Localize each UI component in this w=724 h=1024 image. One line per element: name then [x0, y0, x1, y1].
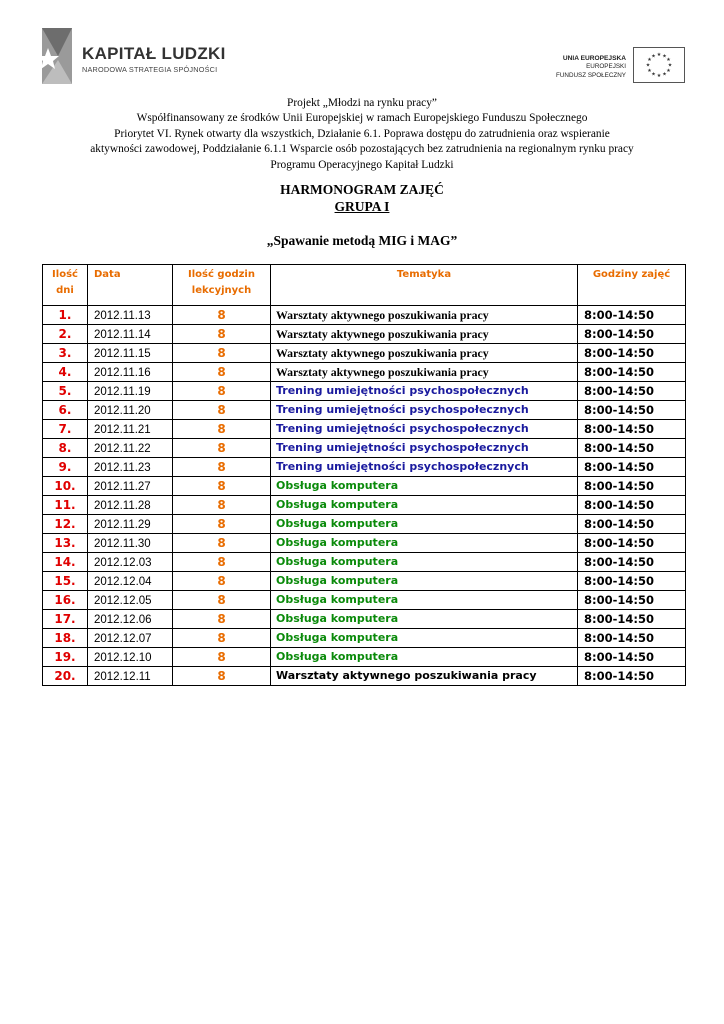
header-date: Data	[88, 265, 173, 306]
row-number: 15.	[43, 572, 88, 591]
row-date: 2012.12.06	[88, 610, 173, 629]
row-number: 20.	[43, 667, 88, 686]
eu-logo-text	[556, 55, 626, 80]
table-row	[43, 420, 686, 439]
header-line: Projekt „Młodzi na rynku pracy”	[287, 97, 437, 109]
schedule-rows	[43, 306, 686, 686]
row-number: 4.	[43, 363, 88, 382]
row-topic: Warsztaty aktywnego poszukiwania pracy	[271, 344, 578, 363]
row-hours: 8	[173, 572, 271, 591]
table-header-row	[43, 265, 686, 306]
row-number: 1.	[43, 306, 88, 325]
row-hours: 8	[173, 667, 271, 686]
header-topic: Tematyka	[271, 265, 578, 306]
table-row	[43, 306, 686, 325]
row-topic: Obsługa komputera	[271, 610, 578, 629]
header-days: Ilość dni	[43, 265, 88, 306]
row-date: 2012.11.19	[88, 382, 173, 401]
row-time: 8:00-14:50	[578, 572, 686, 591]
header-line: Współfinansowany ze środków Unii Europejskiej w ramach Europejskiego Funduszu Społecznego	[136, 112, 588, 125]
schedule-title	[0, 182, 724, 215]
row-number: 5.	[43, 382, 88, 401]
svg-text:★: ★	[645, 62, 651, 69]
row-date: 2012.12.07	[88, 629, 173, 648]
kapital-ludzki-logo	[32, 26, 232, 92]
row-time: 8:00-14:50	[578, 306, 686, 325]
row-topic: Obsługa komputera	[271, 534, 578, 553]
row-time: 8:00-14:50	[578, 439, 686, 458]
row-time: 8:00-14:50	[578, 629, 686, 648]
row-topic: Obsługa komputera	[271, 477, 578, 496]
svg-text:★: ★	[666, 68, 671, 74]
row-date: 2012.11.13	[88, 306, 173, 325]
row-hours: 8	[173, 382, 271, 401]
kapital-ludzki-subtitle: NARODOWA STRATEGIA SPÓJNOŚCI	[82, 65, 218, 74]
row-number: 9.	[43, 458, 88, 477]
schedule-table	[42, 264, 686, 686]
row-topic: Trening umiejętności psychospołecznych	[271, 401, 578, 420]
row-date: 2012.11.20	[88, 401, 173, 420]
table-row	[43, 610, 686, 629]
row-time: 8:00-14:50	[578, 458, 686, 477]
eu-stars-icon	[634, 48, 684, 82]
svg-text:★: ★	[662, 71, 667, 78]
header-line: Priorytet VI. Rynek otwarty dla wszystkich, Działanie 6.1. Poprawa dostępu do zatrudnienia oraz wspieranie	[114, 127, 610, 140]
kapital-ludzki-name: KAPITAŁ LUDZKI	[82, 44, 226, 63]
row-number: 18.	[43, 629, 88, 648]
row-date: 2012.11.16	[88, 363, 173, 382]
row-hours: 8	[173, 439, 271, 458]
row-topic: Obsługa komputera	[271, 648, 578, 667]
table-row	[43, 667, 686, 686]
row-hours: 8	[173, 420, 271, 439]
row-number: 3.	[43, 344, 88, 363]
table-row	[43, 401, 686, 420]
row-topic: Warsztaty aktywnego poszukiwania pracy	[271, 325, 578, 344]
row-date: 2012.11.27	[88, 477, 173, 496]
table-row	[43, 496, 686, 515]
table-row	[43, 363, 686, 382]
row-topic: Trening umiejętności psychospołecznych	[271, 382, 578, 401]
svg-text:★: ★	[656, 52, 662, 58]
row-time: 8:00-14:50	[578, 325, 686, 344]
group-title: GRUPA I	[334, 198, 390, 214]
row-date: 2012.12.11	[88, 667, 173, 686]
row-number: 16.	[43, 591, 88, 610]
row-time: 8:00-14:50	[578, 363, 686, 382]
row-hours: 8	[173, 553, 271, 572]
table-row	[43, 534, 686, 553]
row-date: 2012.11.15	[88, 344, 173, 363]
row-number: 17.	[43, 610, 88, 629]
schedule-title-main: HARMONOGRAM ZAJĘĆ	[280, 182, 444, 197]
row-time: 8:00-14:50	[578, 534, 686, 553]
row-date: 2012.11.14	[88, 325, 173, 344]
header-line: aktywności zawodowej, Poddziałanie 6.1.1 Wsparcie osób pozostających bez zatrudnienia na regionalnym rynku pracy	[90, 143, 634, 156]
row-topic: Warsztaty aktywnego poszukiwania pracy	[271, 306, 578, 325]
eu-line-3: FUNDUSZ SPOŁECZNY	[556, 71, 626, 79]
row-date: 2012.11.23	[88, 458, 173, 477]
row-topic: Obsługa komputera	[271, 629, 578, 648]
row-date: 2012.12.10	[88, 648, 173, 667]
svg-text:★: ★	[651, 53, 656, 60]
row-time: 8:00-14:50	[578, 401, 686, 420]
row-topic: Trening umiejętności psychospołecznych	[271, 458, 578, 477]
row-number: 2.	[43, 325, 88, 344]
table-row	[43, 344, 686, 363]
row-time: 8:00-14:50	[578, 648, 686, 667]
svg-text:★: ★	[647, 57, 652, 63]
row-date: 2012.11.22	[88, 439, 173, 458]
row-date: 2012.11.28	[88, 496, 173, 515]
row-hours: 8	[173, 344, 271, 363]
row-time: 8:00-14:50	[578, 591, 686, 610]
row-hours: 8	[173, 325, 271, 344]
row-number: 6.	[43, 401, 88, 420]
row-topic: Obsługa komputera	[271, 591, 578, 610]
table-row	[43, 572, 686, 591]
table-row	[43, 591, 686, 610]
row-number: 13.	[43, 534, 88, 553]
row-number: 14.	[43, 553, 88, 572]
row-date: 2012.12.03	[88, 553, 173, 572]
kapital-ludzki-emblem-icon	[32, 26, 80, 88]
table-row	[43, 325, 686, 344]
svg-text:★: ★	[662, 53, 667, 60]
row-topic: Warsztaty aktywnego poszukiwania pracy	[271, 363, 578, 382]
row-topic: Trening umiejętności psychospołecznych	[271, 439, 578, 458]
table-row	[43, 629, 686, 648]
row-number: 11.	[43, 496, 88, 515]
row-date: 2012.11.29	[88, 515, 173, 534]
row-number: 10.	[43, 477, 88, 496]
table-row	[43, 477, 686, 496]
row-date: 2012.11.21	[88, 420, 173, 439]
row-topic: Obsługa komputera	[271, 515, 578, 534]
row-time: 8:00-14:50	[578, 477, 686, 496]
row-time: 8:00-14:50	[578, 515, 686, 534]
row-hours: 8	[173, 496, 271, 515]
row-time: 8:00-14:50	[578, 420, 686, 439]
table-row	[43, 382, 686, 401]
eu-line-1: UNIA EUROPEJSKA	[562, 55, 626, 62]
row-time: 8:00-14:50	[578, 344, 686, 363]
svg-text:★: ★	[647, 68, 652, 74]
row-time: 8:00-14:50	[578, 610, 686, 629]
header-time: Godziny zajęć	[578, 265, 686, 306]
row-topic: Trening umiejętności psychospołecznych	[271, 420, 578, 439]
table-row	[43, 553, 686, 572]
project-header	[0, 96, 724, 173]
row-hours: 8	[173, 363, 271, 382]
row-hours: 8	[173, 515, 271, 534]
row-number: 12.	[43, 515, 88, 534]
svg-text:★: ★	[666, 57, 671, 63]
table-row	[43, 515, 686, 534]
row-number: 8.	[43, 439, 88, 458]
header-line: Programu Operacyjnego Kapitał Ludzki	[270, 158, 454, 171]
row-hours: 8	[173, 458, 271, 477]
course-title: „Spawanie metodą MIG i MAG”	[266, 233, 458, 248]
table-row	[43, 458, 686, 477]
row-hours: 8	[173, 591, 271, 610]
row-hours: 8	[173, 401, 271, 420]
row-topic: Obsługa komputera	[271, 553, 578, 572]
header-hours: Ilość godzin lekcyjnych	[173, 265, 271, 306]
svg-text:★: ★	[667, 62, 673, 69]
row-hours: 8	[173, 648, 271, 667]
row-hours: 8	[173, 610, 271, 629]
row-date: 2012.12.05	[88, 591, 173, 610]
table-row	[43, 439, 686, 458]
row-hours: 8	[173, 306, 271, 325]
row-date: 2012.11.30	[88, 534, 173, 553]
eu-flag-icon	[633, 47, 685, 83]
row-topic: Warsztaty aktywnego poszukiwania pracy	[271, 667, 578, 686]
svg-text:★: ★	[656, 73, 662, 79]
row-hours: 8	[173, 477, 271, 496]
row-number: 7.	[43, 420, 88, 439]
svg-text:★: ★	[651, 71, 656, 78]
row-time: 8:00-14:50	[578, 496, 686, 515]
row-hours: 8	[173, 629, 271, 648]
row-hours: 8	[173, 534, 271, 553]
eu-line-2: EUROPEJSKI	[586, 63, 626, 71]
table-row	[43, 648, 686, 667]
row-time: 8:00-14:50	[578, 382, 686, 401]
row-number: 19.	[43, 648, 88, 667]
row-topic: Obsługa komputera	[271, 572, 578, 591]
row-time: 8:00-14:50	[578, 667, 686, 686]
row-time: 8:00-14:50	[578, 553, 686, 572]
row-topic: Obsługa komputera	[271, 496, 578, 515]
row-date: 2012.12.04	[88, 572, 173, 591]
